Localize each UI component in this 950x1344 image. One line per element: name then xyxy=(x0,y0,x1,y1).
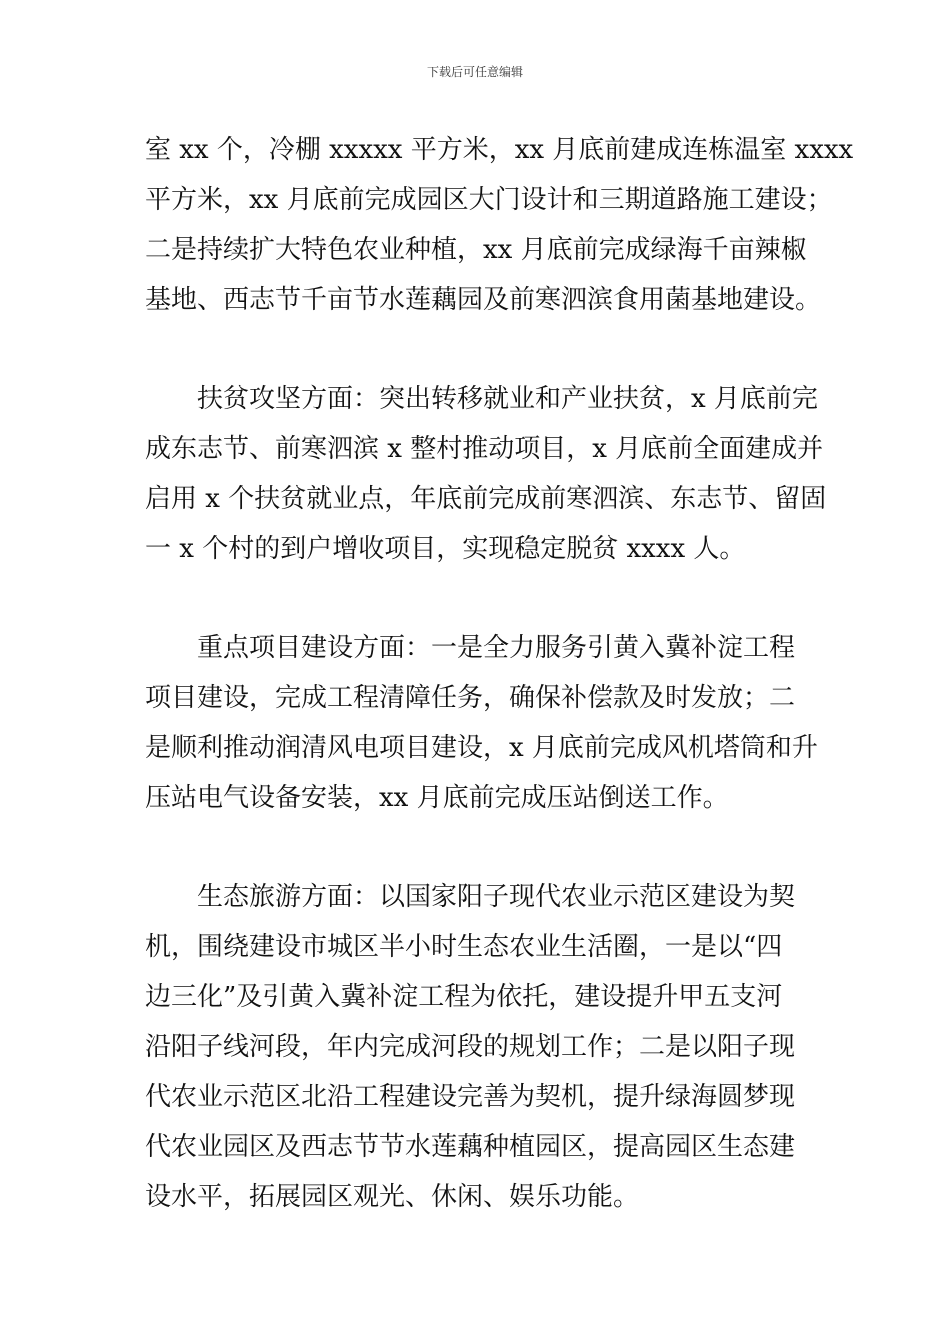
text-line: 重点项目建设方面：一是全力服务引黄入冀补淀工程 xyxy=(197,633,796,663)
document-body xyxy=(145,125,854,1222)
text-line: 扶贫攻坚方面：突出转移就业和产业扶贫，x 月底前完 xyxy=(197,384,818,414)
text-line: 边三化”及引黄入冀补淀工程为依托，建设提升甲五支河 xyxy=(145,982,783,1012)
text-line: 一 x 个村的到户增收项目，实现稳定脱贫 xxxx 人。 xyxy=(145,534,746,564)
text-line: 沿阳子线河段，年内完成河段的规划工作；二是以阳子现 xyxy=(145,1032,796,1062)
paragraph-gap xyxy=(145,823,810,872)
paragraph-eco-tourism xyxy=(145,872,810,1222)
paragraph-greenhouse xyxy=(145,125,854,325)
text-line: 项目建设，完成工程清障任务，确保补偿款及时发放；二 xyxy=(145,683,796,713)
text-line: 基地、西志节千亩节水莲藕园及前寒泗滨食用菌基地建设。 xyxy=(145,285,822,315)
text-line: 成东志节、前寒泗滨 x 整村推动项目，x 月底前全面建成并 xyxy=(145,434,824,464)
text-line: 生态旅游方面：以国家阳子现代农业示范区建设为契 xyxy=(197,882,796,912)
text-line: 是顺利推动润清风电项目建设，x 月底前完成风机塔筒和升 xyxy=(145,733,818,763)
text-line: 代农业示范区北沿工程建设完善为契机，提升绿海圆梦现 xyxy=(145,1082,796,1112)
text-line: 平方米，xx 月底前完成园区大门设计和三期道路施工建设； xyxy=(145,185,833,215)
text-line: 机，围绕建设市城区半小时生态农业生活圈，一是以“四 xyxy=(145,932,783,962)
paragraph-poverty-alleviation xyxy=(145,374,827,574)
page-header-note: 下载后可任意编辑 xyxy=(426,65,523,79)
text-line: 设水平，拓展园区观光、休闲、娱乐功能。 xyxy=(145,1182,640,1212)
text-line: 压站电气设备安装，xx 月底前完成压站倒送工作。 xyxy=(145,783,729,813)
text-line: 代农业园区及西志节节水莲藕种植园区，提高园区生态建 xyxy=(145,1132,796,1162)
text-line: 启用 x 个扶贫就业点，年底前完成前寒泗滨、东志节、留固 xyxy=(145,484,827,514)
paragraph-gap xyxy=(145,574,810,623)
paragraph-gap xyxy=(145,325,810,374)
text-line: 室 xx 个，冷棚 xxxxx 平方米，xx 月底前建成连栋温室 xxxx xyxy=(145,135,854,165)
paragraph-key-projects xyxy=(145,623,818,823)
text-line: 二是持续扩大特色农业种植，xx 月底前完成绿海千亩辣椒 xyxy=(145,235,807,265)
